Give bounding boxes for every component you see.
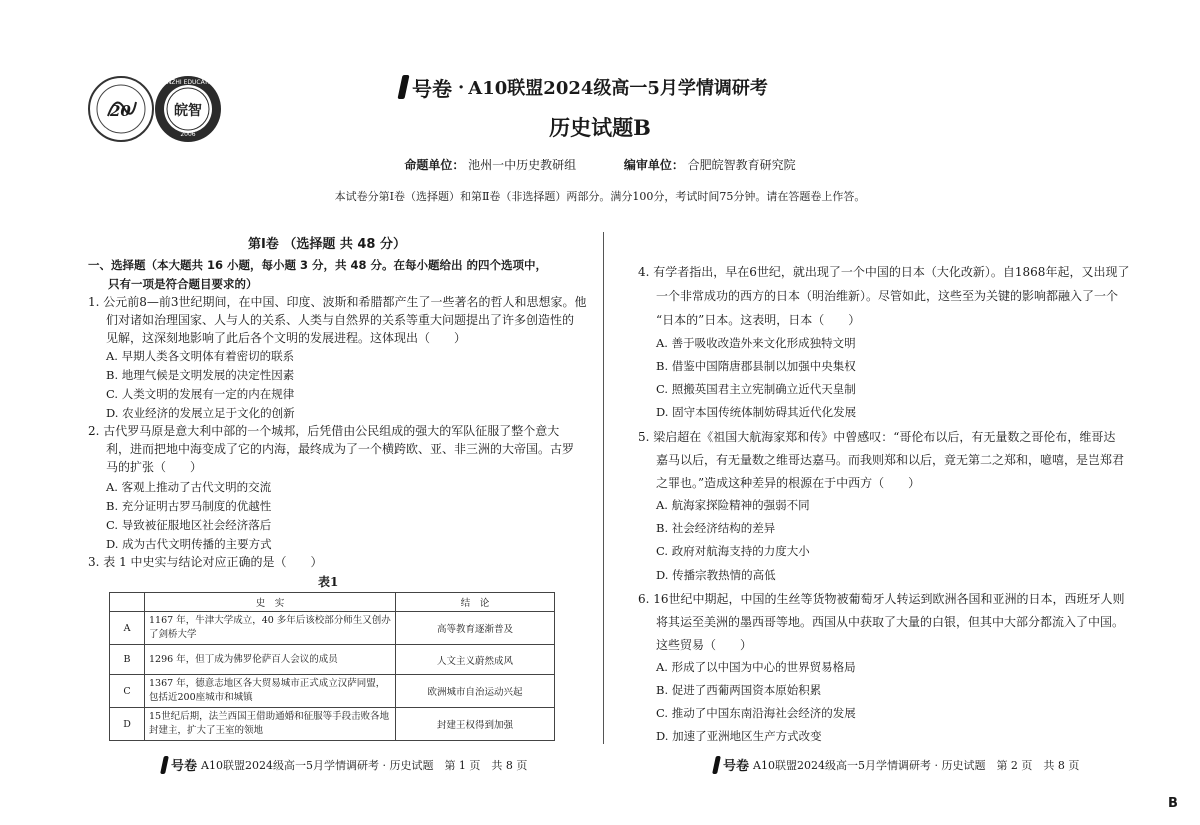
question-5-line-3: 之罪也。”造成这种差异的根源在于中西方（ ） xyxy=(656,476,921,490)
question-5-line-1: 5. 梁启超在《祖国大航海家郑和传》中曾感叹：“哥伦布以后，有无量数之哥伦布，维哥达 xyxy=(638,430,1116,444)
question-4-line-2: 一个非常成功的西方的日本（明治维新）。尽管如此，这些至为关键的影响都融入了一个 xyxy=(656,289,1119,303)
table-cell-conclusion: 欧洲城市自治运动兴起 xyxy=(396,675,555,708)
section-instruction-2: 只有一项是符合题目要求的） xyxy=(108,277,258,291)
editor-name: 合肥皖智教育研究院 xyxy=(687,158,796,172)
table-cell-option: D xyxy=(110,708,145,741)
table-cell-conclusion: 人文主义蔚然成风 xyxy=(396,645,555,675)
question-1-option-a: A. 早期人类各文明体有着密切的联系 xyxy=(106,349,295,363)
question-2-option-a: A. 客观上推动了古代文明的交流 xyxy=(106,480,272,494)
table-cell-fact: 1367 年，德意志地区各大贸易城市正式成立汉萨同盟，包括近200座城市和城镇 xyxy=(145,675,396,708)
question-5-option-c: C. 政府对航海支持的力度大小 xyxy=(656,544,810,558)
footer-left-text: A10联盟2024级高一5月学情调研考 · 历史试题 第 1 页 共 8 页 xyxy=(201,758,528,772)
table-cell-option: A xyxy=(110,612,145,645)
wanzhi-logo-ring: WANZHI EDUCATION xyxy=(157,79,219,86)
page-footer-left xyxy=(162,755,527,774)
question-1-line-1: 1. 公元前8—前3世纪期间，在中国、印度、波斯和希腊都产生了一些著名的哲人和思想家。他 xyxy=(88,295,587,309)
question-4-option-c: C. 照搬英国君主立宪制确立近代天皇制 xyxy=(656,382,856,396)
question-6-option-b: B. 促进了西葡两国资本原始积累 xyxy=(656,683,822,697)
question-5-option-b: B. 社会经济结构的差异 xyxy=(656,521,776,535)
question-2-option-b: B. 充分证明古罗马制度的优越性 xyxy=(106,499,272,513)
question-5-line-2: 嘉马以后，有无量数之维哥达嘉马。而我则郑和以后，竟无第二之郑和，噫嘻，是岂郑君 xyxy=(656,453,1125,467)
question-4-line-1: 4. 有学者指出，早在6世纪，就出现了一个中国的日本（大化改新）。自1868年起，又出现了 xyxy=(638,265,1130,279)
table-row xyxy=(110,675,555,708)
question-3-line-1: 3. 表 1 中史实与结论对应正确的是（ ） xyxy=(88,555,323,569)
version-marker: B xyxy=(1168,796,1178,811)
table-cell-fact: 1167 年，牛津大学成立，40 多年后该校部分师生又创办了剑桥大学 xyxy=(145,612,396,645)
alliance-logo-mark: 20 xyxy=(110,102,131,120)
table-cell-conclusion: 高等教育逐渐普及 xyxy=(396,612,555,645)
table-cell-fact: 15世纪后期，法兰西国王借助通婚和征服等手段击败各地封建主，扩大了王室的领地 xyxy=(145,708,396,741)
table-header-row xyxy=(110,593,555,612)
question-4-option-b: B. 借鉴中国隋唐郡县制以加强中央集权 xyxy=(656,359,856,373)
question-2-line-1: 2. 古代罗马原是意大利中部的一个城邦，后凭借由公民组成的强大的军队征服了整个意大 xyxy=(88,424,560,438)
setter-label: 命题单位： xyxy=(404,158,465,172)
table-header-conclusion: 结 论 xyxy=(396,593,555,612)
brand-logo xyxy=(400,73,452,102)
exam-title: A10联盟2024级高一5月学情调研考 xyxy=(468,78,768,99)
page-footer-right xyxy=(714,755,1079,774)
question-1-option-d: D. 农业经济的发展立足于文化的创新 xyxy=(106,406,295,420)
footer-brand: 号卷 xyxy=(171,759,198,774)
question-1-line-3: 见解，这深刻地影响了此后各个文明的发展进程。这体现出（ ） xyxy=(106,331,467,345)
wanzhi-logo-text: 皖智 xyxy=(174,103,202,119)
table-header-fact: 史 实 xyxy=(145,593,396,612)
table-cell-fact: 1296 年，但丁成为佛罗伦萨百人会议的成员 xyxy=(145,645,396,675)
question-2-option-d: D. 成为古代文明传播的主要方式 xyxy=(106,537,272,551)
question-4-line-3: “日本的”日本。这表明，日本（ ） xyxy=(656,313,861,327)
table-header-blank xyxy=(110,593,145,612)
brand-name: 号卷 xyxy=(412,76,452,101)
table-cell-option: C xyxy=(110,675,145,708)
question-2-line-2: 利，进而把地中海变成了它的内海，最终成为了一个横跨欧、亚、非三洲的大帝国。古罗 xyxy=(106,442,575,456)
question-5-option-a: A. 航海家探险精神的强弱不同 xyxy=(656,498,810,512)
subject-title: 历史试题B xyxy=(549,115,651,140)
question-4-option-a: A. 善于吸收改造外来文化形成独特文明 xyxy=(656,336,856,350)
wanzhi-logo-year: 2006 xyxy=(180,131,196,138)
question-1-option-c: C. 人类文明的发展有一定的内在规律 xyxy=(106,387,295,401)
brand-separator: · xyxy=(458,76,465,98)
table-row xyxy=(110,612,555,645)
setter-name: 池州一中历史教研组 xyxy=(468,158,577,172)
history-table xyxy=(109,592,555,741)
exam-header xyxy=(400,70,768,104)
question-6-line-3: 这些贸易（ ） xyxy=(656,638,753,652)
credits-line xyxy=(0,156,1200,173)
question-1-option-b: B. 地理气候是文明发展的决定性因素 xyxy=(106,368,295,382)
editor-label: 编审单位： xyxy=(623,158,684,172)
question-6-line-2: 将其运至美洲的墨西哥等地。西国从中获取了大量的白银，但其中大部分都流入了中国。 xyxy=(656,615,1125,629)
question-5-option-d: D. 传播宗教热情的高低 xyxy=(656,568,776,582)
question-6-line-1: 6. 16世纪中期起，中国的生丝等货物被葡萄牙人转运到欧洲各国和亚洲的日本，西班牙人则 xyxy=(638,592,1125,606)
section-instruction: 一、选择题（本大题共 16 小题，每小题 3 分，共 48 分。在每小题给出 的四个选项中， xyxy=(88,258,548,272)
question-2-option-c: C. 导致被征服地区社会经济落后 xyxy=(106,518,272,532)
question-6-option-a: A. 形成了以中国为中心的世界贸易格局 xyxy=(656,660,856,674)
table-row xyxy=(110,645,555,675)
table-cell-option: B xyxy=(110,645,145,675)
footer-brand-mark xyxy=(160,756,169,774)
question-2-line-3: 马的扩张（ ） xyxy=(106,460,203,474)
footer-right-text: A10联盟2024级高一5月学情调研考 · 历史试题 第 2 页 共 8 页 xyxy=(753,758,1080,772)
question-6-option-d: D. 加速了亚洲地区生产方式改变 xyxy=(656,729,822,743)
question-1-line-2: 们对诸如治理国家、人与人的关系、人类与自然界的关系等重大问题提出了许多创造性的 xyxy=(106,313,575,327)
exam-note: 本试卷分第Ⅰ卷（选择题）和第Ⅱ卷（非选择题）两部分。满分100分，考试时间75分钟。请在答题卷上作答。 xyxy=(334,190,866,203)
question-4-option-d: D. 固守本国传统体制妨碍其近代化发展 xyxy=(656,405,857,419)
part1-title: 第Ⅰ卷 （选择题 共 48 分） xyxy=(247,237,407,252)
table-row xyxy=(110,708,555,741)
question-6-option-c: C. 推动了中国东南沿海社会经济的发展 xyxy=(656,706,856,720)
table-cell-conclusion: 封建王权得到加强 xyxy=(396,708,555,741)
column-divider xyxy=(603,232,604,744)
footer-brand-mark xyxy=(712,756,721,774)
table-caption: 表1 xyxy=(318,575,339,589)
footer-brand: 号卷 xyxy=(723,759,750,774)
